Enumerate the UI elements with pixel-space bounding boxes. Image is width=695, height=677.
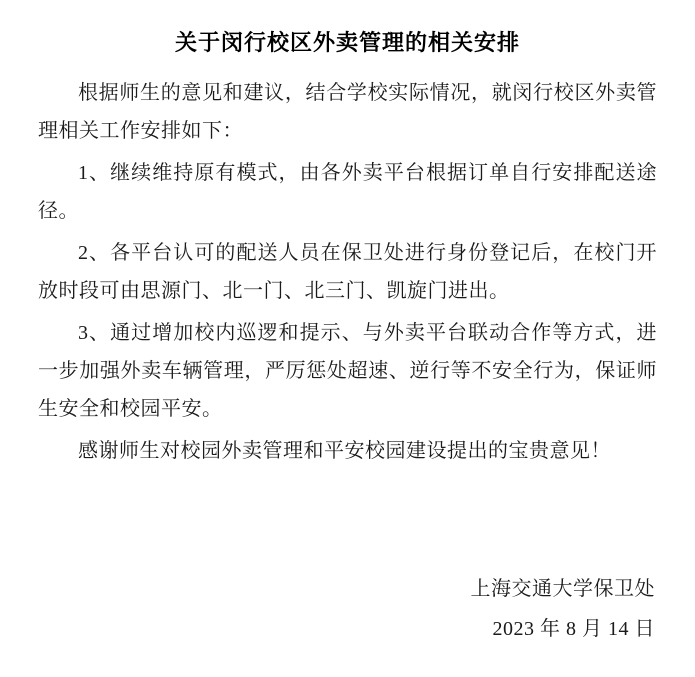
signature-date: 2023 年 8 月 14 日: [492, 618, 655, 640]
paragraph-item-1: 1、继续维持原有模式，由各外卖平台根据订单自行安排配送途径。: [38, 162, 657, 222]
paragraph-item-3: 3、通过增加校内巡逻和提示、与外卖平台联动合作等方式，进一步加强外卖车辆管理，严厉惩处超速、逆行等不安全行为，保证师生安全和校园平安。: [38, 322, 657, 420]
signature-block: [471, 569, 656, 649]
signature-organization: 上海交通大学保卫处: [470, 578, 655, 600]
paragraph-closing: 感谢师生对校园外卖管理和平安校园建设提出的宝贵意见！: [78, 440, 611, 462]
page-title: 关于闵行校区外卖管理的相关安排: [174, 30, 520, 55]
paragraph-item-2: 2、各平台认可的配送人员在保卫处进行身份登记后，在校门开放时段可由思源门、北一门、北三门、凯旋门进出。: [38, 242, 657, 302]
paragraph-intro: 根据师生的意见和建议，结合学校实际情况，就闵行校区外卖管理相关工作安排如下：: [38, 82, 657, 142]
